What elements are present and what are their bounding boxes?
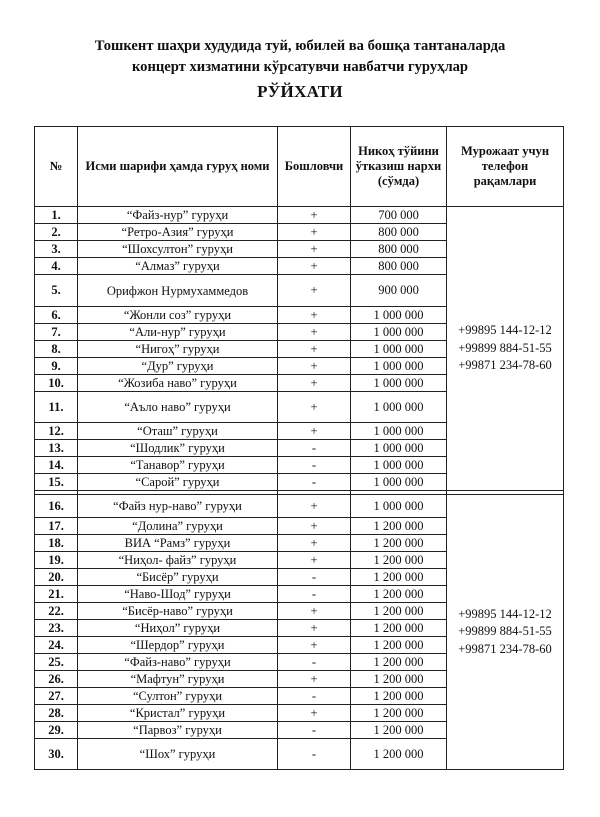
row-number: 8.: [35, 341, 78, 358]
leader-mark: +: [278, 275, 351, 307]
row-number: 9.: [35, 358, 78, 375]
groups-table: [34, 126, 564, 770]
group-name: “Шодлик” гуруҳи: [78, 440, 278, 457]
leader-mark: +: [278, 603, 351, 620]
leader-mark: -: [278, 569, 351, 586]
wedding-price: 1 000 000: [351, 324, 447, 341]
leader-mark: +: [278, 535, 351, 552]
phone-number: +99895 144-12-12: [458, 606, 552, 621]
row-number: 25.: [35, 654, 78, 671]
wedding-price: 900 000: [351, 275, 447, 307]
table-row: [35, 495, 564, 518]
group-name: Орифжон Нурмухаммедов: [78, 275, 278, 307]
group-name: “Мафтун” гуруҳи: [78, 671, 278, 688]
leader-mark: -: [278, 739, 351, 770]
wedding-price: 1 000 000: [351, 440, 447, 457]
row-number: 3.: [35, 241, 78, 258]
row-number: 10.: [35, 375, 78, 392]
group-name: “Танавор” гуруҳи: [78, 457, 278, 474]
row-number: 30.: [35, 739, 78, 770]
header-name: Исми шарифи ҳамда гуруҳ номи: [78, 127, 278, 207]
wedding-price: 800 000: [351, 241, 447, 258]
group-name: “Дур” гуруҳи: [78, 358, 278, 375]
phone-number: +99899 884-51-55: [458, 624, 552, 639]
header-num: №: [35, 127, 78, 207]
leader-mark: -: [278, 654, 351, 671]
row-number: 11.: [35, 392, 78, 423]
wedding-price: 1 000 000: [351, 358, 447, 375]
row-number: 7.: [35, 324, 78, 341]
wedding-price: 1 000 000: [351, 495, 447, 518]
leader-mark: +: [278, 324, 351, 341]
header-contacts: Мурожаат учун телефон рақамлари: [447, 127, 564, 207]
wedding-price: 1 200 000: [351, 671, 447, 688]
row-number: 19.: [35, 552, 78, 569]
row-number: 26.: [35, 671, 78, 688]
leader-mark: +: [278, 518, 351, 535]
wedding-price: 1 000 000: [351, 307, 447, 324]
group-name: “Шердор” гуруҳи: [78, 637, 278, 654]
wedding-price: 1 000 000: [351, 423, 447, 440]
wedding-price: 1 200 000: [351, 620, 447, 637]
wedding-price: 1 200 000: [351, 739, 447, 770]
group-name: “Алмаз” гуруҳи: [78, 258, 278, 275]
wedding-price: 1 200 000: [351, 705, 447, 722]
group-name: “Султон” гуруҳи: [78, 688, 278, 705]
row-number: 2.: [35, 224, 78, 241]
row-number: 13.: [35, 440, 78, 457]
row-number: 22.: [35, 603, 78, 620]
phone-number: +99871 234-78-60: [458, 641, 552, 656]
wedding-price: 1 200 000: [351, 535, 447, 552]
row-number: 29.: [35, 722, 78, 739]
leader-mark: +: [278, 620, 351, 637]
group-name: “Сарой” гуруҳи: [78, 474, 278, 491]
row-number: 23.: [35, 620, 78, 637]
phone-number: +99895 144-12-12: [458, 323, 552, 338]
leader-mark: +: [278, 224, 351, 241]
leader-mark: -: [278, 722, 351, 739]
group-name: “Парвоз” гуруҳи: [78, 722, 278, 739]
group-name: “Файз-наво” гуруҳи: [78, 654, 278, 671]
group-name: ВИА “Рамз” гуруҳи: [78, 535, 278, 552]
contact-phones: [447, 495, 564, 770]
document-title: [0, 36, 600, 103]
wedding-price: 1 000 000: [351, 392, 447, 423]
group-name: “Ретро-Азия” гуруҳи: [78, 224, 278, 241]
wedding-price: 800 000: [351, 258, 447, 275]
title-heading: РЎЙХАТИ: [257, 82, 343, 101]
wedding-price: 1 200 000: [351, 722, 447, 739]
group-name: “Кристал” гуруҳи: [78, 705, 278, 722]
row-number: 18.: [35, 535, 78, 552]
leader-mark: +: [278, 671, 351, 688]
leader-mark: -: [278, 457, 351, 474]
wedding-price: 1 200 000: [351, 654, 447, 671]
wedding-price: 700 000: [351, 207, 447, 224]
wedding-price: 800 000: [351, 224, 447, 241]
group-name: “Али-нур” гуруҳи: [78, 324, 278, 341]
wedding-price: 1 200 000: [351, 688, 447, 705]
table-row: [35, 207, 564, 224]
wedding-price: 1 000 000: [351, 375, 447, 392]
wedding-price: 1 200 000: [351, 552, 447, 569]
header-price: Никоҳ тўйини ўтказиш нархи (сўмда): [351, 127, 447, 207]
group-name: “Наво-Шод” гуруҳи: [78, 586, 278, 603]
group-name: “Бисёр-наво” гуруҳи: [78, 603, 278, 620]
title-line-1: Тошкент шаҳри худудида туй, юбилей ва бошқа тантаналарда: [94, 38, 506, 54]
row-number: 20.: [35, 569, 78, 586]
group-name: “Файз-нур” гуруҳи: [78, 207, 278, 224]
group-name: “Файз нур-наво” гуруҳи: [78, 495, 278, 518]
row-number: 27.: [35, 688, 78, 705]
group-name: “Жонли соз” гуруҳи: [78, 307, 278, 324]
group-name: “Ниҳол” гуруҳи: [78, 620, 278, 637]
table-header-row: [35, 127, 564, 207]
leader-mark: +: [278, 207, 351, 224]
header-leader: Бошловчи: [278, 127, 351, 207]
contact-phones: [447, 207, 564, 491]
wedding-price: 1 200 000: [351, 569, 447, 586]
leader-mark: +: [278, 495, 351, 518]
wedding-price: 1 200 000: [351, 603, 447, 620]
row-number: 1.: [35, 207, 78, 224]
leader-mark: +: [278, 423, 351, 440]
leader-mark: +: [278, 392, 351, 423]
wedding-price: 1 000 000: [351, 341, 447, 358]
wedding-price: 1 200 000: [351, 586, 447, 603]
row-number: 4.: [35, 258, 78, 275]
leader-mark: +: [278, 552, 351, 569]
leader-mark: +: [278, 705, 351, 722]
group-name: “Ниҳол- файз” гуруҳи: [78, 552, 278, 569]
leader-mark: +: [278, 341, 351, 358]
leader-mark: +: [278, 358, 351, 375]
leader-mark: +: [278, 241, 351, 258]
leader-mark: -: [278, 474, 351, 491]
group-name: “Жозиба наво” гуруҳи: [78, 375, 278, 392]
leader-mark: -: [278, 586, 351, 603]
leader-mark: -: [278, 440, 351, 457]
phone-number: +99871 234-78-60: [458, 358, 552, 373]
row-number: 16.: [35, 495, 78, 518]
group-name: “Шох” гуруҳи: [78, 739, 278, 770]
wedding-price: 1 000 000: [351, 457, 447, 474]
row-number: 24.: [35, 637, 78, 654]
group-name: “Аъло наво” гуруҳи: [78, 392, 278, 423]
leader-mark: +: [278, 375, 351, 392]
group-name: “Бисёр” гуруҳи: [78, 569, 278, 586]
title-line-2: концерт хизматини кўрсатувчи навбатчи гуруҳлар: [131, 59, 469, 75]
wedding-price: 1 200 000: [351, 637, 447, 654]
row-number: 6.: [35, 307, 78, 324]
leader-mark: +: [278, 258, 351, 275]
row-number: 5.: [35, 275, 78, 307]
wedding-price: 1 000 000: [351, 474, 447, 491]
row-number: 28.: [35, 705, 78, 722]
group-name: “Оташ” гуруҳи: [78, 423, 278, 440]
row-number: 15.: [35, 474, 78, 491]
row-number: 12.: [35, 423, 78, 440]
row-number: 14.: [35, 457, 78, 474]
group-name: “Нигоҳ” гуруҳи: [78, 341, 278, 358]
group-name: “Шохсултон” гуруҳи: [78, 241, 278, 258]
row-number: 17.: [35, 518, 78, 535]
leader-mark: -: [278, 688, 351, 705]
group-name: “Долина” гуруҳи: [78, 518, 278, 535]
leader-mark: +: [278, 637, 351, 654]
phone-number: +99899 884-51-55: [458, 340, 552, 355]
wedding-price: 1 200 000: [351, 518, 447, 535]
leader-mark: +: [278, 307, 351, 324]
row-number: 21.: [35, 586, 78, 603]
